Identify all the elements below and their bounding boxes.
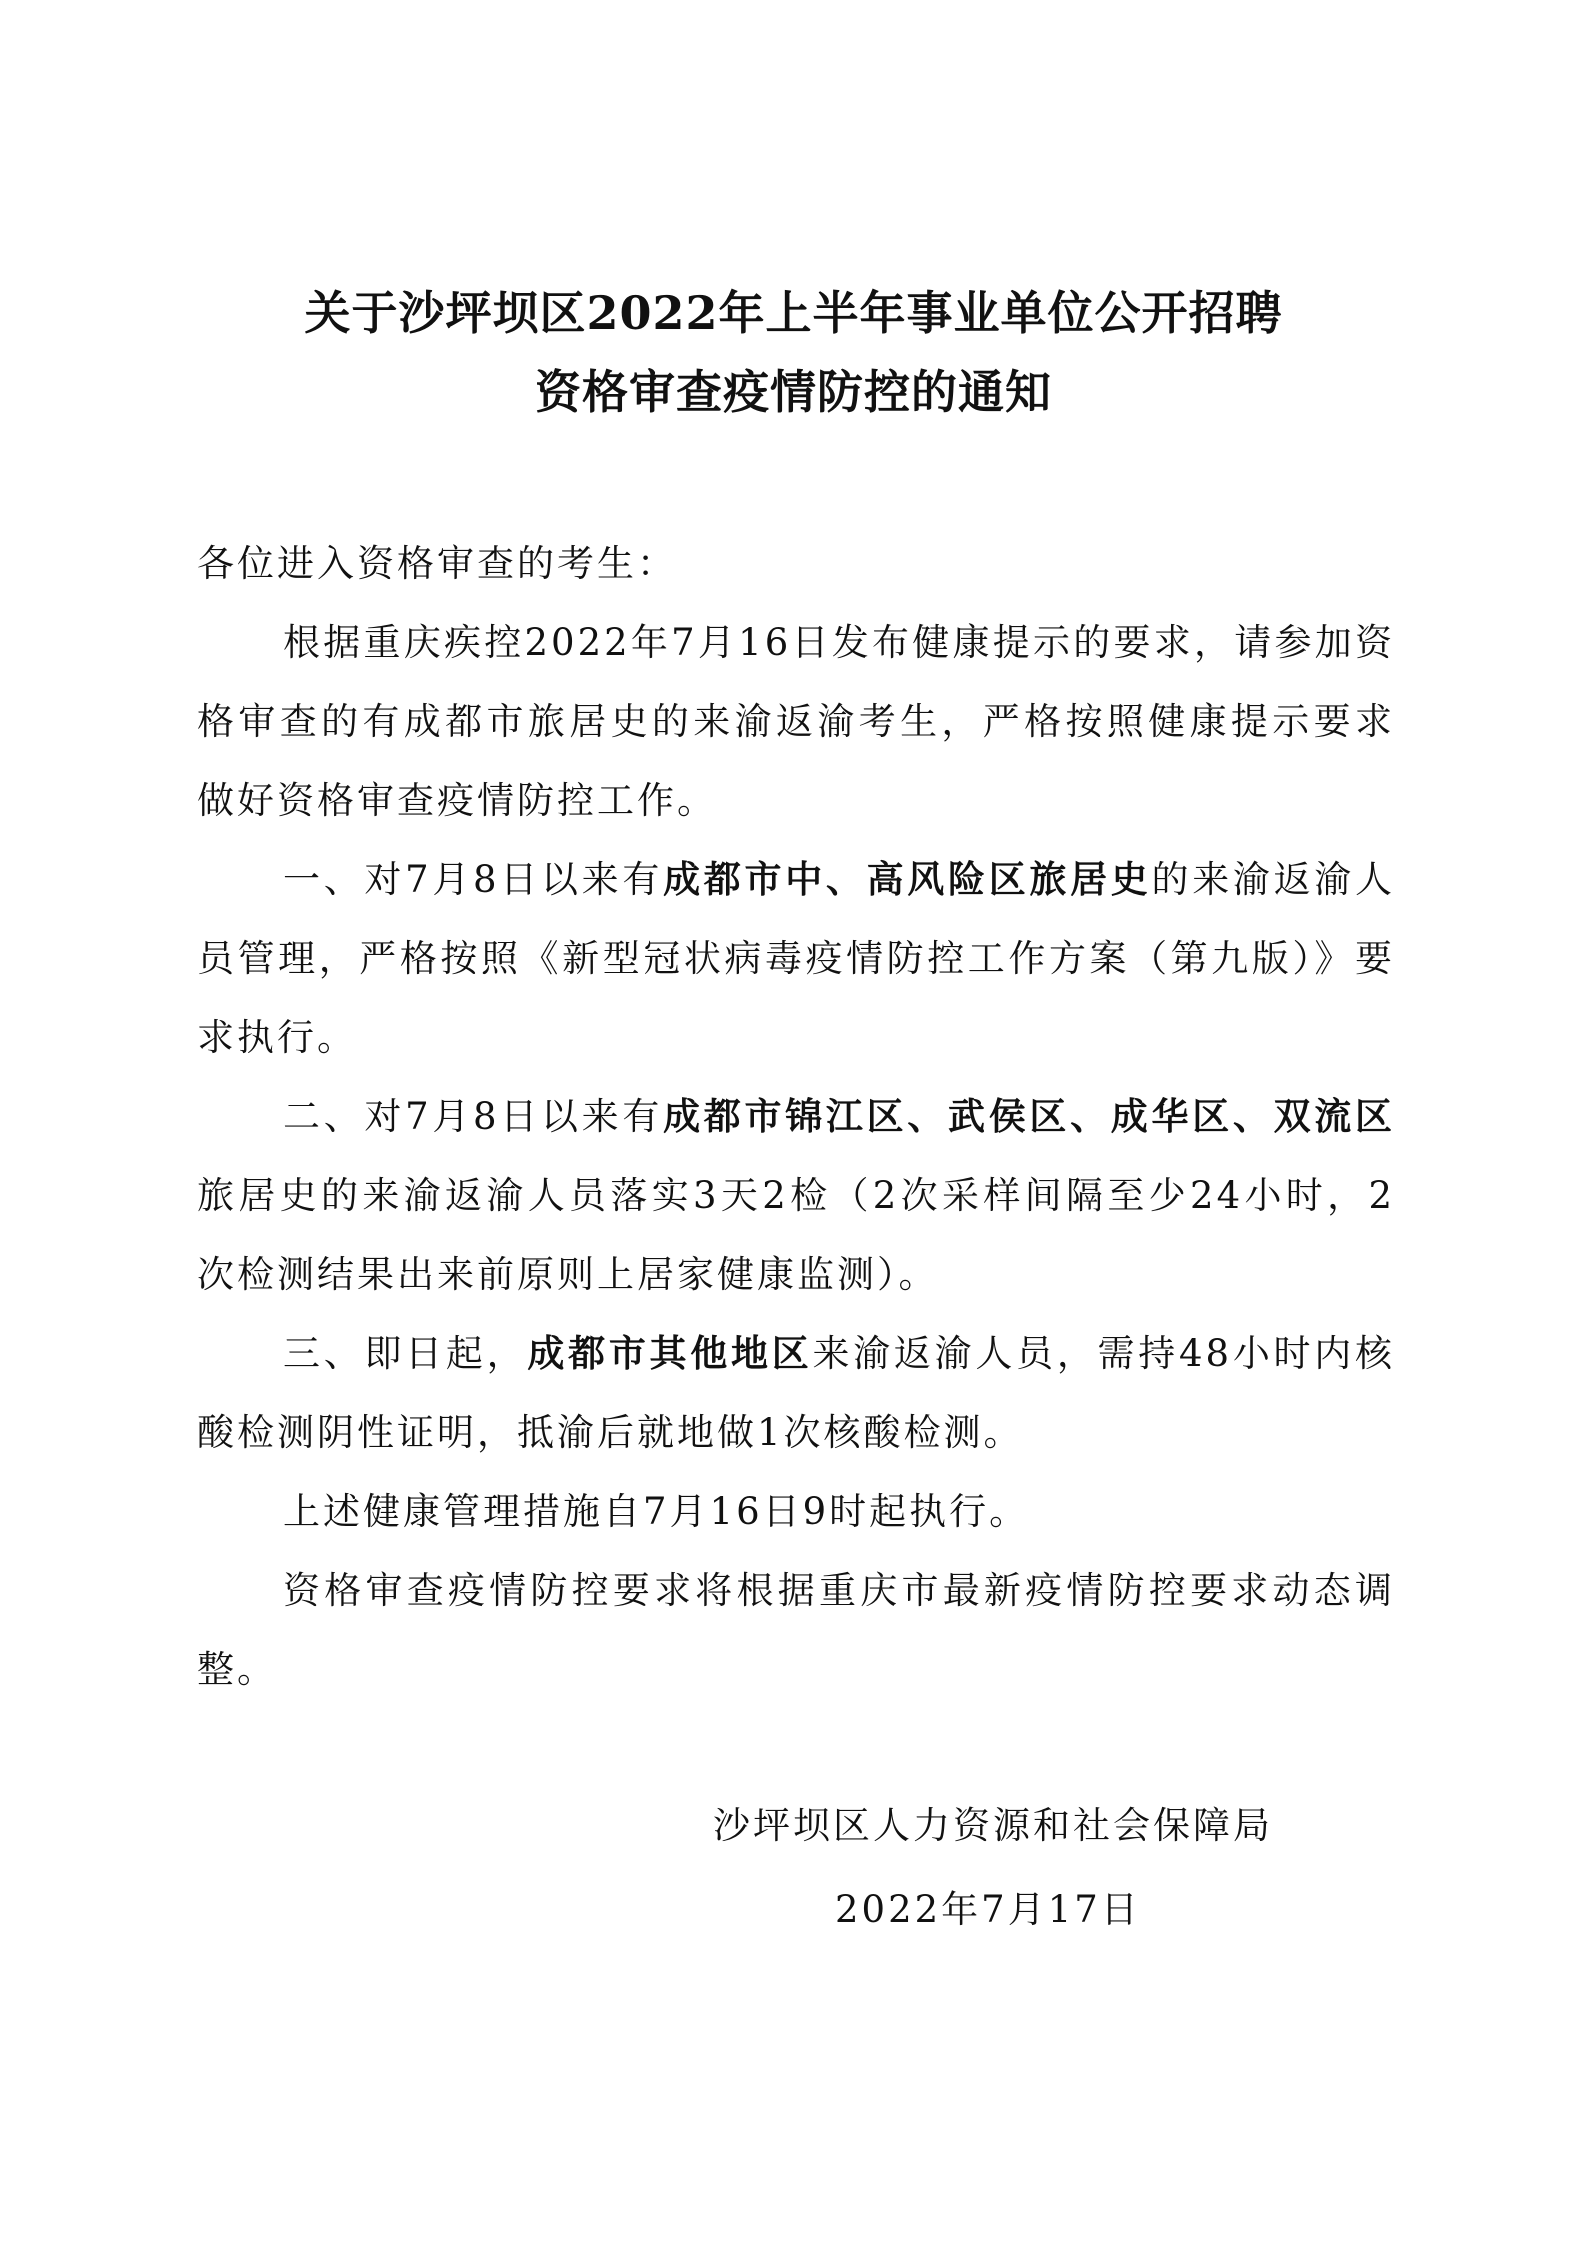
item-three-paragraph (197, 1314, 1395, 1472)
item-one-suffix: 的来渝返渝人员管理，严格按照《新型冠状病毒疫情防控工作方案（第九版）》要求执行。 (197, 858, 1396, 1059)
item-three-prefix: 三、即日起， (283, 1332, 528, 1375)
adjustment-paragraph: 资格审查疫情防控要求将根据重庆市最新疫情防控要求动态调整。 (197, 1569, 1395, 1691)
item-three-suffix: 来渝返渝人员，需持48小时内核酸检测阴性证明，抵渝后就地做1次核酸检测。 (197, 1332, 1396, 1454)
item-one-highlight: 成都市中、高风险区旅居史 (663, 857, 1152, 901)
item-three-highlight: 成都市其他地区 (527, 1331, 813, 1375)
signature-organization: 沙坪坝区人力资源和社会保障局 (713, 1804, 1273, 1847)
intro-paragraph: 根据重庆疾控2022年7月16日发布健康提示的要求，请参加资格审查的有成都市旅居史的来渝返渝考生，严格按照健康提示要求做好资格审查疫情防控工作。 (197, 621, 1395, 822)
notice-title-line1: 关于沙坪坝区2022年上半年事业单位公开招聘 (304, 286, 1283, 340)
item-one-prefix: 一、对7月8日以来有 (283, 858, 664, 901)
item-two-prefix: 二、对7月8日以来有 (283, 1095, 664, 1138)
notice-body (197, 524, 1395, 1709)
item-two-highlight: 成都市锦江区、武侯区、成华区、双流区 (663, 1094, 1395, 1138)
item-one-paragraph (197, 840, 1395, 1077)
item-two-paragraph (197, 1077, 1395, 1314)
salutation: 各位进入资格审查的考生： (197, 542, 677, 585)
signature-date: 2022年7月17日 (835, 1888, 1141, 1931)
notice-title-line2: 资格审查疫情防控的通知 (535, 365, 1052, 419)
item-two-suffix: 旅居史的来渝返渝人员落实3天2检（2次采样间隔至少24小时，2次检测结果出来前原则上居家健康监测）。 (197, 1174, 1395, 1296)
effective-paragraph: 上述健康管理措施自7月16日9时起执行。 (283, 1490, 1030, 1533)
